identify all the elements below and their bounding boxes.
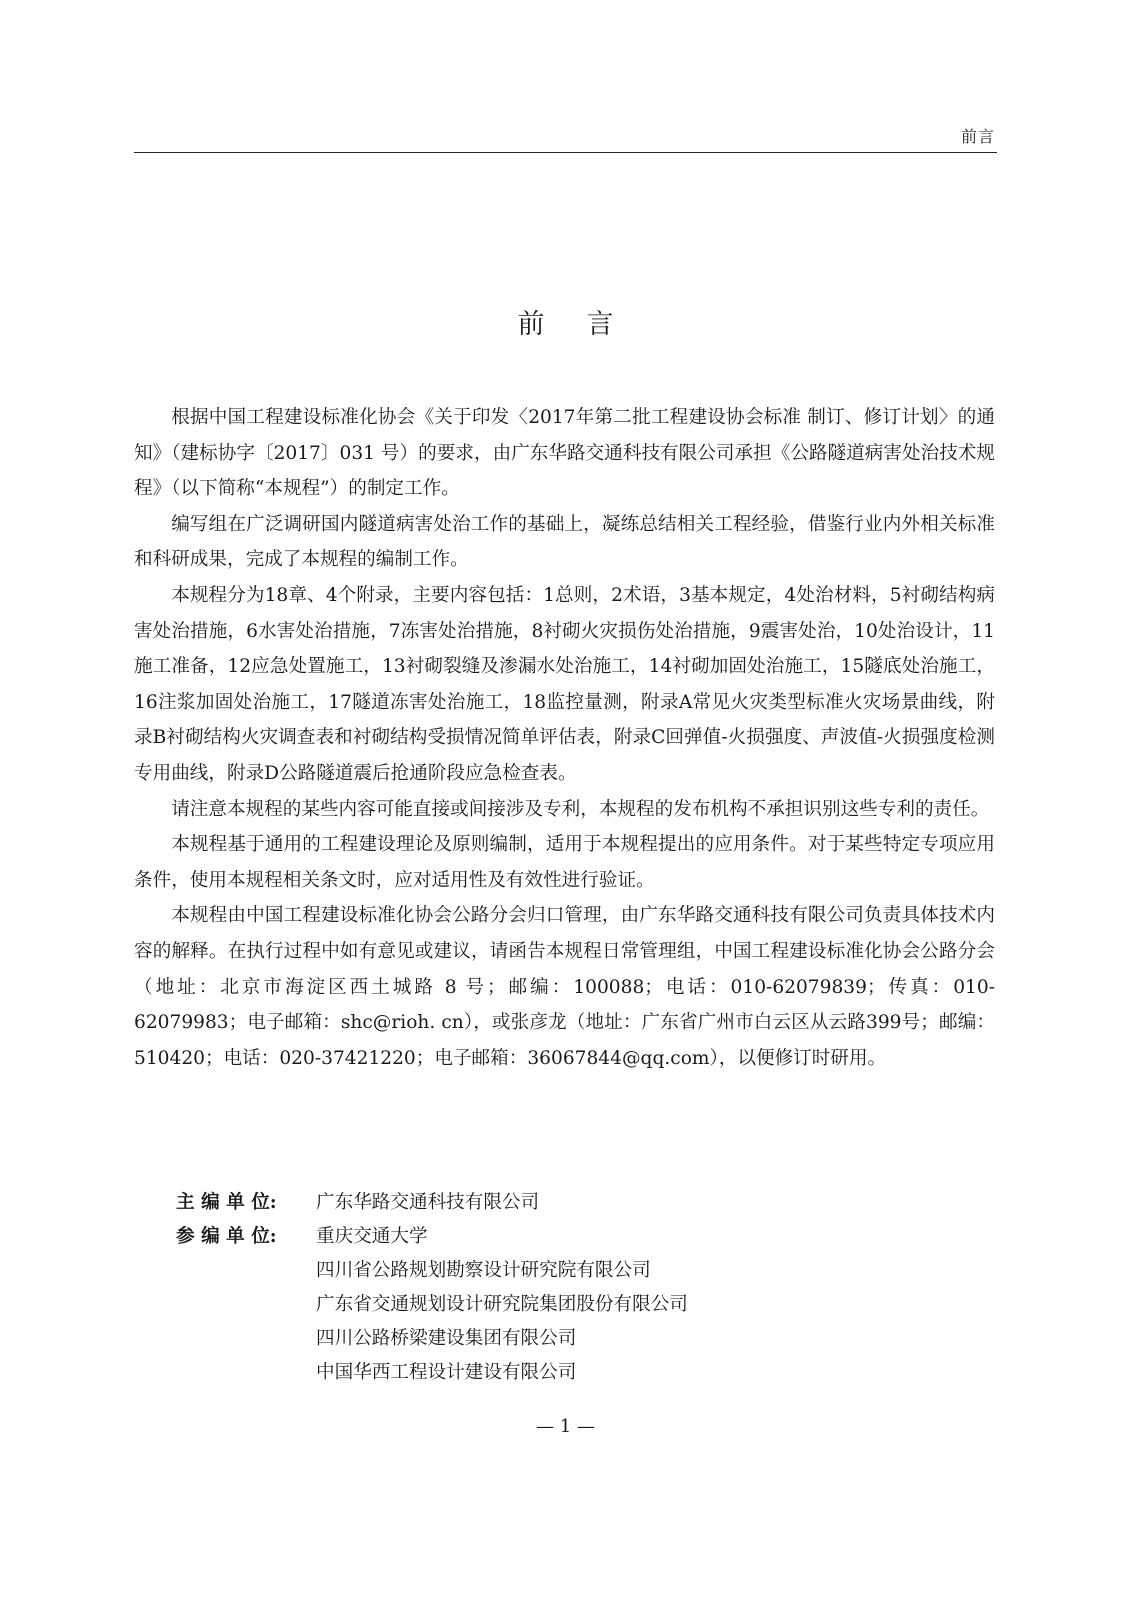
chief-editor-label: 主 编 单 位: bbox=[176, 1192, 277, 1213]
participating-units-list bbox=[316, 1220, 688, 1390]
editing-units bbox=[176, 1186, 688, 1390]
chief-editor-unit: 广东华路交通科技有限公司 bbox=[316, 1192, 540, 1213]
paragraph: 编写组在广泛调研国内隧道病害处治工作的基础上，凝练总结相关工程经验，借鉴行业内外相关标准和科研成果，完成了本规程的编制工作。 bbox=[134, 513, 995, 571]
header-divider bbox=[134, 152, 997, 153]
participating-unit: 四川公路桥梁建设集团有限公司 bbox=[316, 1328, 577, 1349]
participating-units-row bbox=[176, 1220, 688, 1390]
paragraph: 本规程由中国工程建设标准化协会公路分会归口管理，由广东华路交通科技有限公司负责具体技术内容的解释。在执行过程中如有意见或建议，请函告本规程日常管理组，中国工程建设标准化协会公路分会（地址：北京市海淀区西土城路 8 号；邮编：100088；电话：010-62079839；传真：010-62079983；电子邮箱：shc@rioh. cn），或张彦龙（地址：广东省广州市白云区从云路399号；邮编：510420；电话：020-37421220；电子邮箱：36067844@qq.com），以便修订时研用。 bbox=[134, 905, 995, 1069]
participating-unit: 重庆交通大学 bbox=[316, 1226, 428, 1247]
body-text bbox=[134, 400, 995, 1076]
paragraph: 根据中国工程建设标准化协会《关于印发〈2017年第二批工程建设协会标准 制订、修订计划〉的通知》（建标协字〔2017〕031 号）的要求，由广东华路交通科技有限公司承担《公路隧道病害处治技术规程》（以下简称“本规程”）的制定工作。 bbox=[134, 407, 995, 500]
running-header: 前言 bbox=[960, 127, 995, 146]
participating-unit: 四川省公路规划勘察设计研究院有限公司 bbox=[316, 1260, 651, 1281]
participating-unit: 广东省交通规划设计研究院集团股份有限公司 bbox=[316, 1294, 688, 1315]
chief-editor-list bbox=[316, 1186, 539, 1220]
page-title: 前言 bbox=[517, 309, 656, 340]
chief-editor-row bbox=[176, 1186, 688, 1220]
page-number: — 1 — bbox=[536, 1416, 595, 1437]
paragraph: 请注意本规程的某些内容可能直接或间接涉及专利，本规程的发布机构不承担识别这些专利的责任。 bbox=[171, 798, 990, 820]
paragraph: 本规程分为18章、4个附录，主要内容包括：1总则，2术语，3基本规定，4处治材料，5衬砌结构病害处治措施，6水害处治措施，7冻害处治措施，8衬砌火灾损伤处治措施，9震害处治，10处治设计，11施工准备，12应急处置施工，13衬砌裂缝及渗漏水处治施工，14衬砌加固处治施工，15隧底处治施工，16注浆加固处治施工，17隧道冻害处治施工，18监控量测，附录A常见火灾类型标准火灾场景曲线，附录B衬砌结构火灾调查表和衬砌结构受损情况简单评估表，附录C回弹值-火损强度、声波值-火损强度检测专用曲线，附录D公路隧道震后抢通阶段应急检查表。 bbox=[134, 584, 995, 784]
participating-units-label: 参 编 单 位: bbox=[176, 1226, 277, 1247]
paragraph: 本规程基于通用的工程建设理论及原则编制，适用于本规程提出的应用条件。对于某些特定专项应用条件，使用本规程相关条文时，应对适用性及有效性进行验证。 bbox=[134, 834, 995, 891]
participating-unit: 中国华西工程设计建设有限公司 bbox=[316, 1362, 577, 1383]
